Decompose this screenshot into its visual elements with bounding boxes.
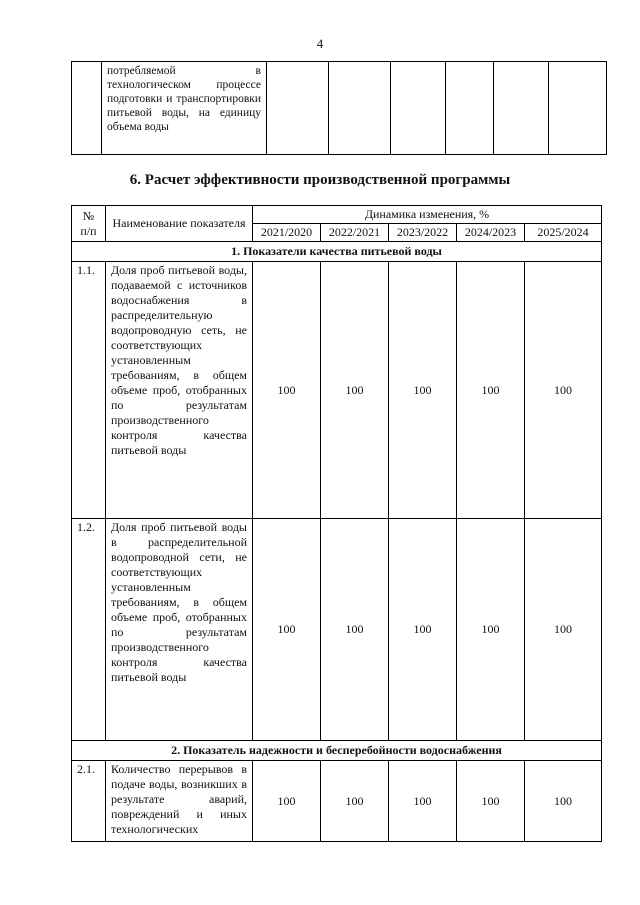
section-title: 6. Расчет эффективности производственной программы [129,172,511,188]
continuation-value-cell [549,62,607,155]
row-value: 100 [321,761,389,842]
continuation-text: потребляемой в технологическом процессе подготовки и транспортировки питьевой воды, на единицу объема воды [102,62,267,155]
header-period: 2023/2022 [389,224,457,242]
group-title: 1. Показатели качества питьевой воды [72,242,602,262]
header-name: Наименование показателя [106,206,253,242]
row-value: 100 [525,262,602,519]
row-value: 100 [253,262,321,519]
header-period: 2021/2020 [253,224,321,242]
group-title: 2. Показатель надежности и бесперебойности водоснабжения [72,741,602,761]
row-value: 100 [253,761,321,842]
header-dynamics: Динамика изменения, % [253,206,602,224]
row-value: 100 [389,262,457,519]
row-num: 1.1. [72,262,106,519]
row-name-cell [106,761,253,842]
row-value: 100 [525,519,602,741]
header-period: 2025/2024 [525,224,602,242]
row-num: 1.2. [72,519,106,741]
row-value: 100 [321,262,389,519]
continuation-value-cell [391,62,446,155]
row-value: 100 [525,761,602,842]
row-name: Доля проб питьевой воды в распределительной водопроводной сети, не соответствующих установленным требованиям, в общем объеме проб, отобранных по результатам производственного контроля качества питьевой воды [106,519,253,741]
row-value: 100 [457,761,525,842]
row-value: 100 [321,519,389,741]
row-value: 100 [389,761,457,842]
row-value: 100 [457,519,525,741]
continuation-value-cell [494,62,549,155]
header-num: № п/п [72,206,106,242]
header-period: 2024/2023 [457,224,525,242]
continuation-value-cell [446,62,494,155]
row-num: 2.1. [72,761,106,842]
continuation-value-cell [267,62,329,155]
efficiency-table [71,205,602,842]
row-name: Доля проб питьевой воды, подаваемой с источников водоснабжения в распределительную водопроводную сеть, не соответствующих установленным требованиям, в общем объеме проб, отобранных по результатам производственного контроля качества питьевой воды [106,262,253,519]
row-value: 100 [253,519,321,741]
row-value: 100 [457,262,525,519]
continuation-num-cell [72,62,102,155]
header-period: 2022/2021 [321,224,389,242]
row-name: Количество перерывов в подаче воды, возникших в результате аварий, повреждений и иных технологических [111,762,247,836]
continuation-table [71,61,607,155]
continuation-value-cell [329,62,391,155]
page-number: 4 [316,36,324,51]
row-value: 100 [389,519,457,741]
